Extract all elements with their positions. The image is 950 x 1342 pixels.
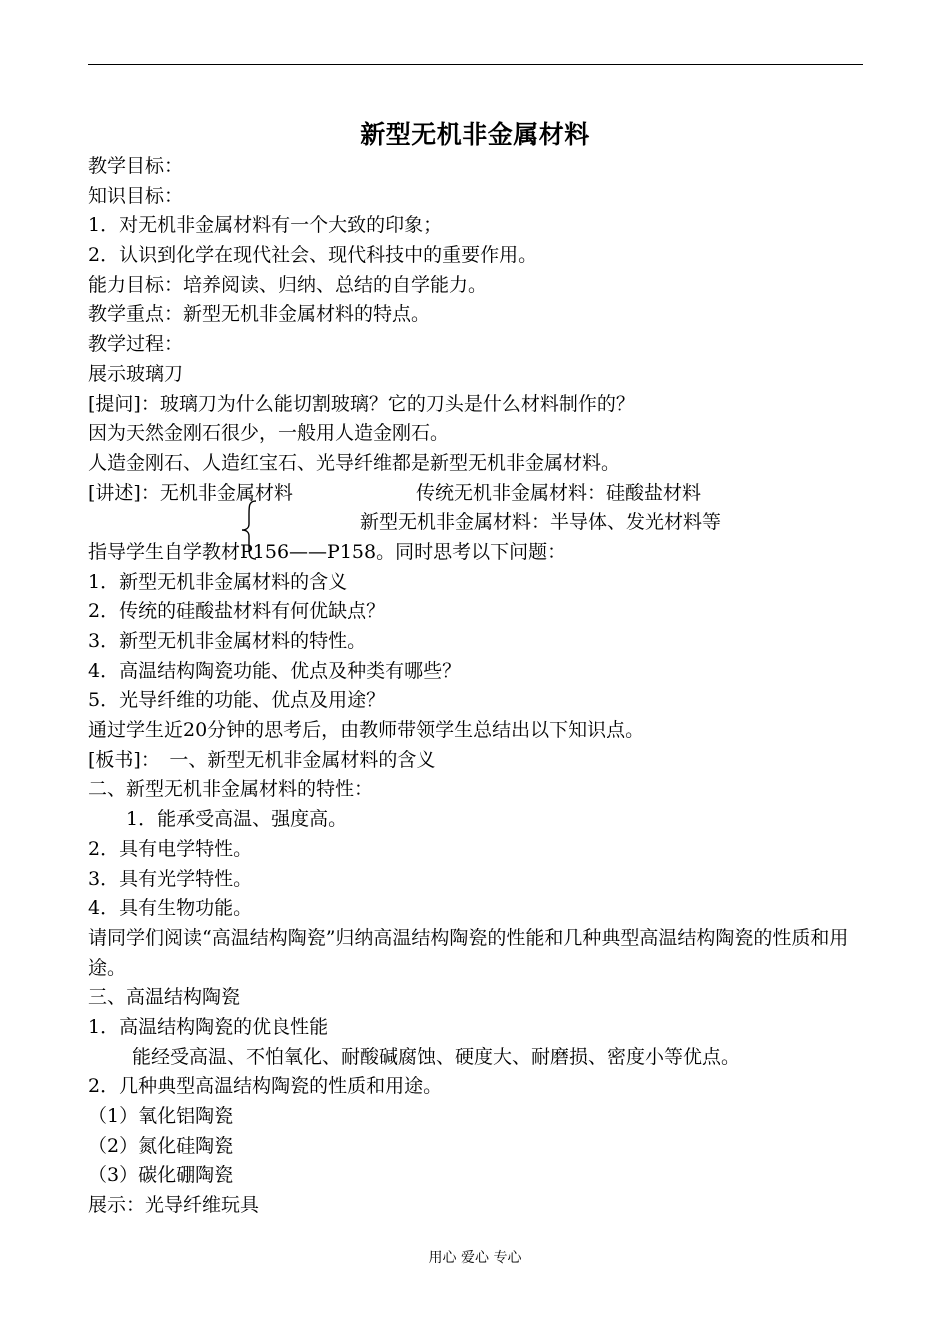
text-line: 教学重点：新型无机非金属材料的特点。 (88, 303, 431, 326)
text-line: 2．传统的硅酸盐材料有何优缺点？ (88, 600, 386, 623)
text-line: [板书]： 一、新型无机非金属材料的含义 (88, 748, 436, 771)
lecture-left: [讲述]：无机非金属材料 (88, 481, 293, 504)
text-line: 三、高温结构陶瓷 (88, 986, 241, 1009)
text-line: 1．高温结构陶瓷的优良性能 (88, 1015, 329, 1038)
text-line: 4．高温结构陶瓷功能、优点及种类有哪些？ (88, 659, 462, 682)
text-line: 5．光导纤维的功能、优点及用途？ (88, 689, 386, 712)
text-line: 二、新型无机非金属材料的特性： (88, 778, 374, 801)
lecture-right: 传统无机非金属材料：硅酸盐材料 (416, 481, 702, 504)
text-line: 因为天然金刚石很少，一般用人造金刚石。 (88, 422, 450, 445)
lecture-second: 新型无机非金属材料：半导体、发光材料等 (360, 511, 722, 534)
text-line: 教学目标： (88, 155, 184, 177)
text-line: 展示：光导纤维玩具 (88, 1194, 260, 1217)
text-line: 1．对无机非金属材料有一个大致的印象； (88, 214, 443, 237)
text-line: 1．能承受高温、强度高。 (126, 808, 348, 831)
lecture-brace-row (88, 508, 864, 538)
document-body (88, 152, 864, 1221)
text-line: 3．具有光学特性。 (88, 867, 253, 890)
lecture-row (88, 479, 864, 509)
text-line: 2．具有电学特性。 (88, 837, 253, 860)
text-line: 人造金刚石、人造红宝石、光导纤维都是新型无机非金属材料。 (88, 451, 621, 474)
text-line: 指导学生自学教材P156——P158。同时思考以下问题： (88, 540, 567, 563)
text-line: 教学过程： (88, 333, 184, 356)
text-line: 3．新型无机非金属材料的特性。 (88, 630, 367, 652)
text-line: 通过学生近20分钟的思考后，由教师带领学生总结出以下知识点。 (88, 719, 645, 742)
text-line: 4．具有生物功能。 (88, 897, 253, 920)
text-line: （3）碳化硼陶瓷 (88, 1164, 234, 1187)
text-line: 2．几种典型高温结构陶瓷的性质和用途。 (88, 1075, 443, 1098)
text-line: （2）氮化硅陶瓷 (88, 1134, 234, 1157)
text-line: 2．认识到化学在现代社会、现代科技中的重要作用。 (88, 244, 538, 267)
text-line: 能力目标：培养阅读、归纳、总结的自学能力。 (88, 273, 488, 296)
text-line: 知识目标： (88, 184, 184, 207)
text-line: 1．新型无机非金属材料的含义 (88, 570, 348, 593)
text-paragraph: 请同学们阅读“高温结构陶瓷”归纳高温结构陶瓷的性能和几种典型高温结构陶瓷的性质和用途。 (88, 926, 849, 979)
text-line: （1）氧化铝陶瓷 (88, 1105, 234, 1128)
text-line: 能经受高温、不怕氧化、耐酸碱腐蚀、硬度大、耐磨损、密度小等优点。 (132, 1045, 741, 1068)
page-footer: 用心 爱心 专心 (428, 1250, 522, 1266)
document-title: 新型无机非金属材料 (360, 120, 590, 149)
header-rule (88, 64, 863, 65)
text-line: 展示玻璃刀 (88, 362, 184, 385)
brace-icon (240, 500, 260, 560)
text-line: [提问]：玻璃刀为什么能切割玻璃？它的刀头是什么材料制作的？ (88, 392, 635, 415)
